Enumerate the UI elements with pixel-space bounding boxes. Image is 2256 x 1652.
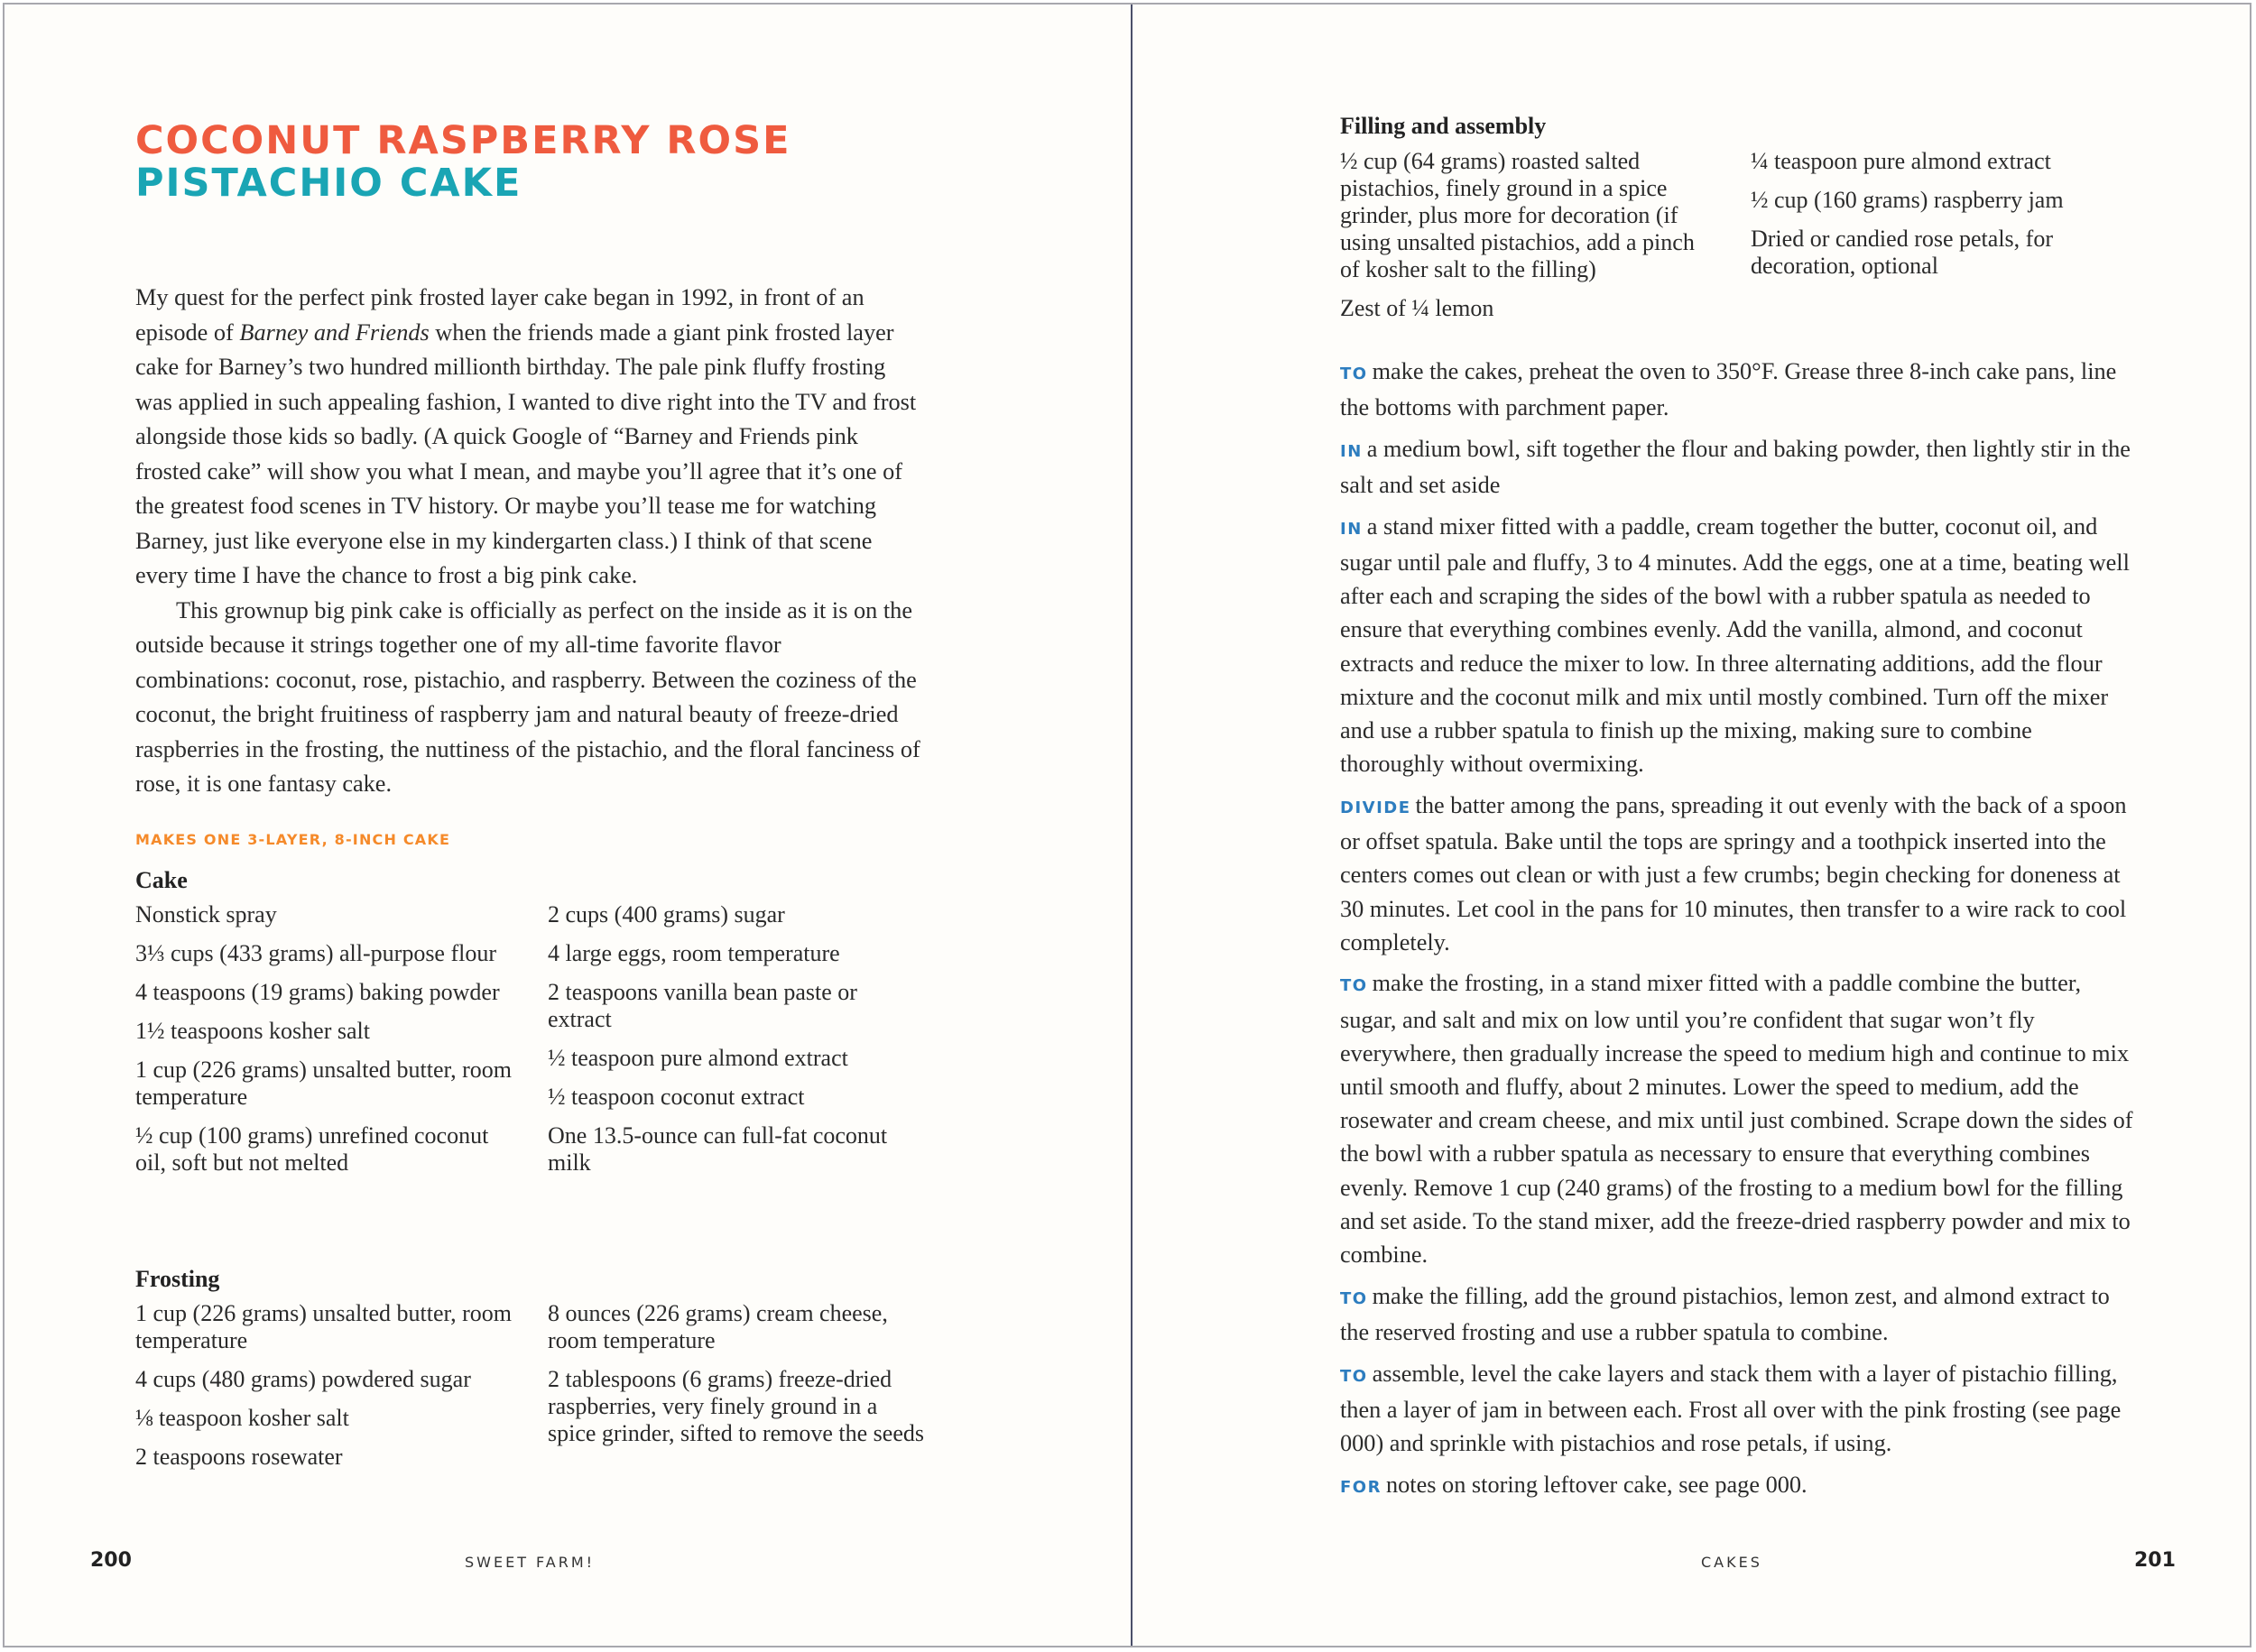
recipe-step xyxy=(1340,1468,2139,1504)
filling-ingredients-col-1 xyxy=(1340,148,1701,334)
ingredient-item: 2 teaspoons rosewater xyxy=(135,1444,343,1470)
intro-show-title: Barney and Friends xyxy=(239,318,430,346)
step-text: a stand mixer fitted with a paddle, cream together the butter, coconut oil, and sugar until pale and fluffy, 3 to 4 minutes. Add the eggs, one at a time, beating well after each and scraping the sides of the bowl with a rubber spatula as needed to ensure that everything combines evenly. Add the vanilla, almond, and coconut extracts and reduce the mixer to low. In three alternating additions, add the flour mixture and the coconut milk and mix until mostly combined. Turn off the mixer and use a rubber spatula to finish up the mixing, making sure to combine thoroughly without overmixing. xyxy=(1340,512,2130,778)
ingredient-item: Nonstick spray xyxy=(135,901,277,928)
ingredient-item: 1½ teaspoons kosher salt xyxy=(135,1018,370,1044)
step-text: notes on storing leftover cake, see page 000. xyxy=(1385,1471,1808,1498)
cake-heading: Cake xyxy=(135,867,188,893)
step-text: a medium bowl, sift together the flour and baking powder, then lightly stir in the salt and set aside xyxy=(1340,435,2131,499)
step-lead-word: TO xyxy=(1340,365,1368,383)
ingredient-item: 8 ounces (226 grams) cream cheese, room temperature xyxy=(548,1300,888,1353)
ingredient-item: One 13.5-ounce can full-fat coconut milk xyxy=(548,1122,888,1176)
recipe-step xyxy=(1340,789,2139,959)
ingredient-item: 1 cup (226 grams) unsalted butter, room temperature xyxy=(135,1300,513,1353)
recipe-step xyxy=(1340,966,2139,1271)
title-line-1: COCONUT RASPBERRY ROSE xyxy=(135,118,791,163)
step-lead-word: IN xyxy=(1340,519,1363,539)
recipe-yield: MAKES ONE 3-LAYER, 8-INCH CAKE xyxy=(135,831,451,848)
step-text: make the frosting, in a stand mixer fitted with a paddle combine the butter, sugar, and salt and mix on low until you’re confident that sugar won’t fly everywhere, then gradually increase the speed to medium high and continue to mix until smooth and fluffy, about 2 minutes. Lower the speed to medium, add the rosewater and cream cheese, and mix until just combined. Scrape down the sides of the bowl with a rubber spatula as necessary to ensure that everything combines evenly. Remove 1 cup (240 grams) of the frosting to a medium bowl for the filling and set aside. To the stand mixer, add the freeze-dried raspberry powder and mix to combine. xyxy=(1340,970,2133,1269)
ingredient-item: 4 large eggs, room temperature xyxy=(548,940,840,966)
step-lead-word: IN xyxy=(1340,441,1363,461)
intro-paragraph-2: This grownup big pink cake is officially as perfect on the inside as it is on the outside because it strings together one of my all-time favorite flavor combinations: coconut, rose, pistachio, and raspberry. Between the coziness of the coconut, the bright fruitiness of raspberry jam and natural beauty of freeze-dried raspberries in the frosting, the nuttiness of the pistachio, and the floral fanciness of rose, it is one fantasy cake. xyxy=(135,596,920,797)
step-text: make the cakes, preheat the oven to 350°F. Grease three 8-inch cake pans, line the bottoms with parchment paper. xyxy=(1340,358,2117,421)
ingredient-item: ½ teaspoon coconut extract xyxy=(548,1084,805,1110)
ingredient-item: ⅛ teaspoon kosher salt xyxy=(135,1405,349,1431)
frosting-heading: Frosting xyxy=(135,1266,220,1292)
frosting-ingredients-col-1 xyxy=(135,1300,514,1482)
running-head-right: CAKES xyxy=(1701,1554,1762,1571)
frosting-ingredients-col-2 xyxy=(548,1300,927,1459)
ingredient-item: 2 tablespoons (6 grams) freeze-dried raspberries, very finely ground in a spice grinder, sifted to remove the seeds xyxy=(548,1366,924,1446)
recipe-steps xyxy=(1340,355,2139,1512)
ingredient-item: ½ teaspoon pure almond extract xyxy=(548,1045,848,1071)
ingredient-item: Dried or candied rose petals, for decoration, optional xyxy=(1751,226,2053,279)
ingredient-item: ½ cup (100 grams) unrefined coconut oil, soft but not melted xyxy=(135,1122,489,1176)
filling-heading: Filling and assembly xyxy=(1340,113,1547,139)
recipe-step xyxy=(1340,1279,2139,1349)
cake-ingredients-col-2 xyxy=(548,901,927,1188)
ingredient-item: 3⅓ cups (433 grams) all-purpose flour xyxy=(135,940,497,966)
title-line-2: PISTACHIO CAKE xyxy=(135,161,522,206)
ingredient-item: 2 cups (400 grams) sugar xyxy=(548,901,785,928)
ingredient-item: ½ cup (160 grams) raspberry jam xyxy=(1751,187,2064,213)
recipe-step xyxy=(1340,355,2139,424)
intro-paragraph-1 xyxy=(135,281,920,594)
step-lead-word: DIVIDE xyxy=(1340,798,1411,817)
intro-text: when the friends made a giant pink frosted layer cake for Barney’s two hundred millionth birthday. The pale pink fluffy frosting was applied in such appealing fashion, I wanted to dive right into the TV and frost alongside those kids so badly. (A quick Google of “Barney and Friends pink frosted cake” will show you what I mean, and maybe you’ll agree that it’s one of the greatest food scenes in TV history. Or maybe you’ll tease me for watching Barney, just like everyone else in my kindergarten class.) I think of that scene every time I have the chance to frost a big pink cake. xyxy=(135,318,917,588)
recipe-step xyxy=(1340,510,2139,781)
intro-text: My quest for the perfect pink frosted layer cake began in 1992, in front of an episode of xyxy=(135,284,864,346)
left-page xyxy=(5,5,1131,1646)
ingredient-item: Zest of ¼ lemon xyxy=(1340,295,1494,321)
ingredient-item: 1 cup (226 grams) unsalted butter, room temperature xyxy=(135,1057,513,1110)
step-lead-word: TO xyxy=(1340,976,1368,996)
ingredient-item: ½ cup (64 grams) roasted salted pistachios, finely ground in a spice grinder, plus more for decoration (if using unsalted pistachios, add a pinch of kosher salt to the filling) xyxy=(1340,148,1695,282)
recipe-intro xyxy=(135,281,920,802)
step-text: make the filling, add the ground pistachios, lemon zest, and almond extract to the reserved frosting and use a rubber spatula to combine. xyxy=(1340,1282,2110,1345)
right-page xyxy=(1133,5,2250,1646)
page-number-right: 201 xyxy=(2134,1549,2176,1572)
step-lead-word: TO xyxy=(1340,1288,1368,1308)
ingredient-item: 4 cups (480 grams) powdered sugar xyxy=(135,1366,471,1392)
filling-ingredients-col-2 xyxy=(1751,148,2130,291)
recipe-step xyxy=(1340,432,2139,502)
ingredient-item: 4 teaspoons (19 grams) baking powder xyxy=(135,979,500,1005)
ingredient-item: ¼ teaspoon pure almond extract xyxy=(1751,148,2051,174)
running-head-left: SWEET FARM! xyxy=(465,1554,596,1571)
step-text: the batter among the pans, spreading it out evenly with the back of a spoon or offset spatula. Bake until the tops are springy and a toothpick inserted into the centers comes out clean or with just a few crumbs; begin checking for doneness at 30 minutes. Let cool in the pans for 10 minutes, then transfer to a wire rack to cool completely. xyxy=(1340,791,2127,955)
recipe-title xyxy=(135,120,948,205)
cake-ingredients-col-1 xyxy=(135,901,514,1188)
step-lead-word: TO xyxy=(1340,1366,1368,1386)
step-lead-word: FOR xyxy=(1340,1477,1382,1497)
step-text: assemble, level the cake layers and stack them with a layer of pistachio filling, then a layer of jam in between each. Frost all over with the pink frosting (see page 000) and sprinkle with pistachios and rose petals, if using. xyxy=(1340,1360,2122,1457)
page-number-left: 200 xyxy=(90,1549,132,1572)
book-spread xyxy=(3,3,2251,1647)
ingredient-item: 2 teaspoons vanilla bean paste or extract xyxy=(548,979,857,1032)
recipe-step xyxy=(1340,1357,2139,1461)
